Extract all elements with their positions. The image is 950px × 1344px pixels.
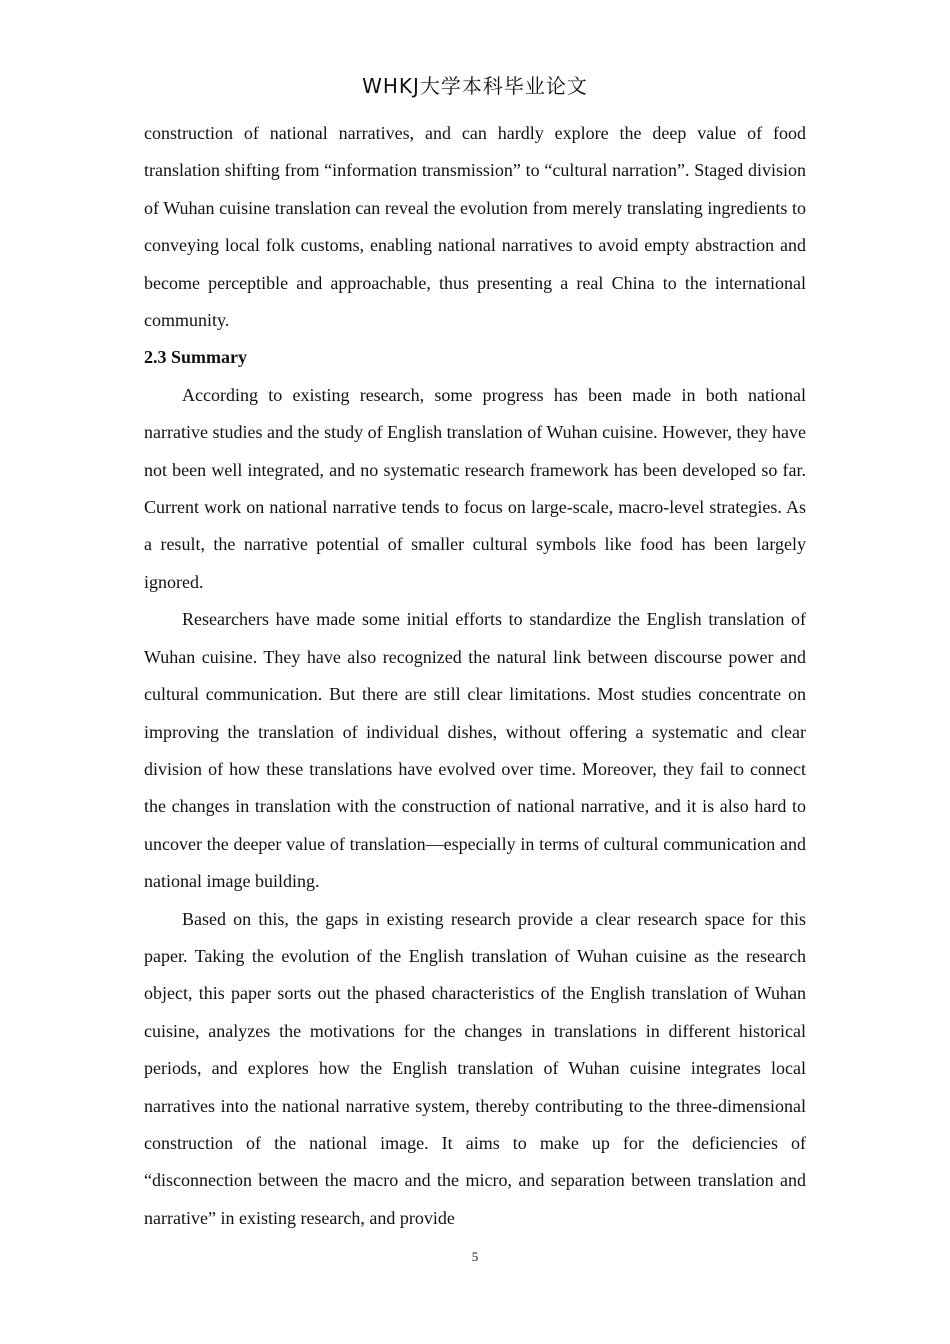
page-number: 5 — [471, 1249, 479, 1264]
section-heading: 2.3 Summary — [144, 347, 247, 368]
summary-paragraph-2: Researchers have made some initial efforts to standardize the English translation of Wuhan cuisine. They have also recognized the natural link between discourse power and cultural communication. But there are still clear limitations. Most studies concentrate on improving the translation of individual dishes, without offering a systematic and clear division of how these translations have evolved over time. Moreover, they fail to connect the changes in translation with the construction of national narrative, and it is also hard to uncover the deeper value of translation—especially in terms of cultural communication and national image building. — [144, 609, 806, 892]
summary-paragraph-3: Based on this, the gaps in existing research provide a clear research space for this paper. Taking the evolution of the English translation of Wuhan cuisine as the research object, this paper sorts out the phased characteristics of the English translation of Wuhan cuisine, analyzes the motivations for the changes in translations in different historical periods, and explores how the English translation of Wuhan cuisine integrates local narratives into the national narrative system, thereby contributing to the three-dimensional construction of the national image. It aims to make up for the deficiencies of “disconnection between the macro and the micro, and separation between translation and narrative” in existing research, and provide — [144, 908, 806, 1228]
page-header: WHKJ大学本科毕业论文 — [362, 74, 588, 98]
body-text — [144, 115, 806, 1237]
continuation-paragraph: construction of national narratives, and can hardly explore the deep value of food translation shifting from “information transmission” to “cultural narration”. Staged division of Wuhan cuisine translation can reveal the evolution from merely translating ingredients to conveying local folk customs, enabling national narratives to avoid empty abstraction and become perceptible and approachable, thus presenting a real China to the international community. — [144, 123, 806, 331]
summary-paragraph-1: According to existing research, some progress has been made in both national narrative studies and the study of English translation of Wuhan cuisine. However, they have not been well integrated, and no systematic research framework has been developed so far. Current work on national narrative tends to focus on large-scale, macro-level strategies. As a result, the narrative potential of smaller cultural symbols like food has been largely ignored. — [144, 384, 806, 592]
